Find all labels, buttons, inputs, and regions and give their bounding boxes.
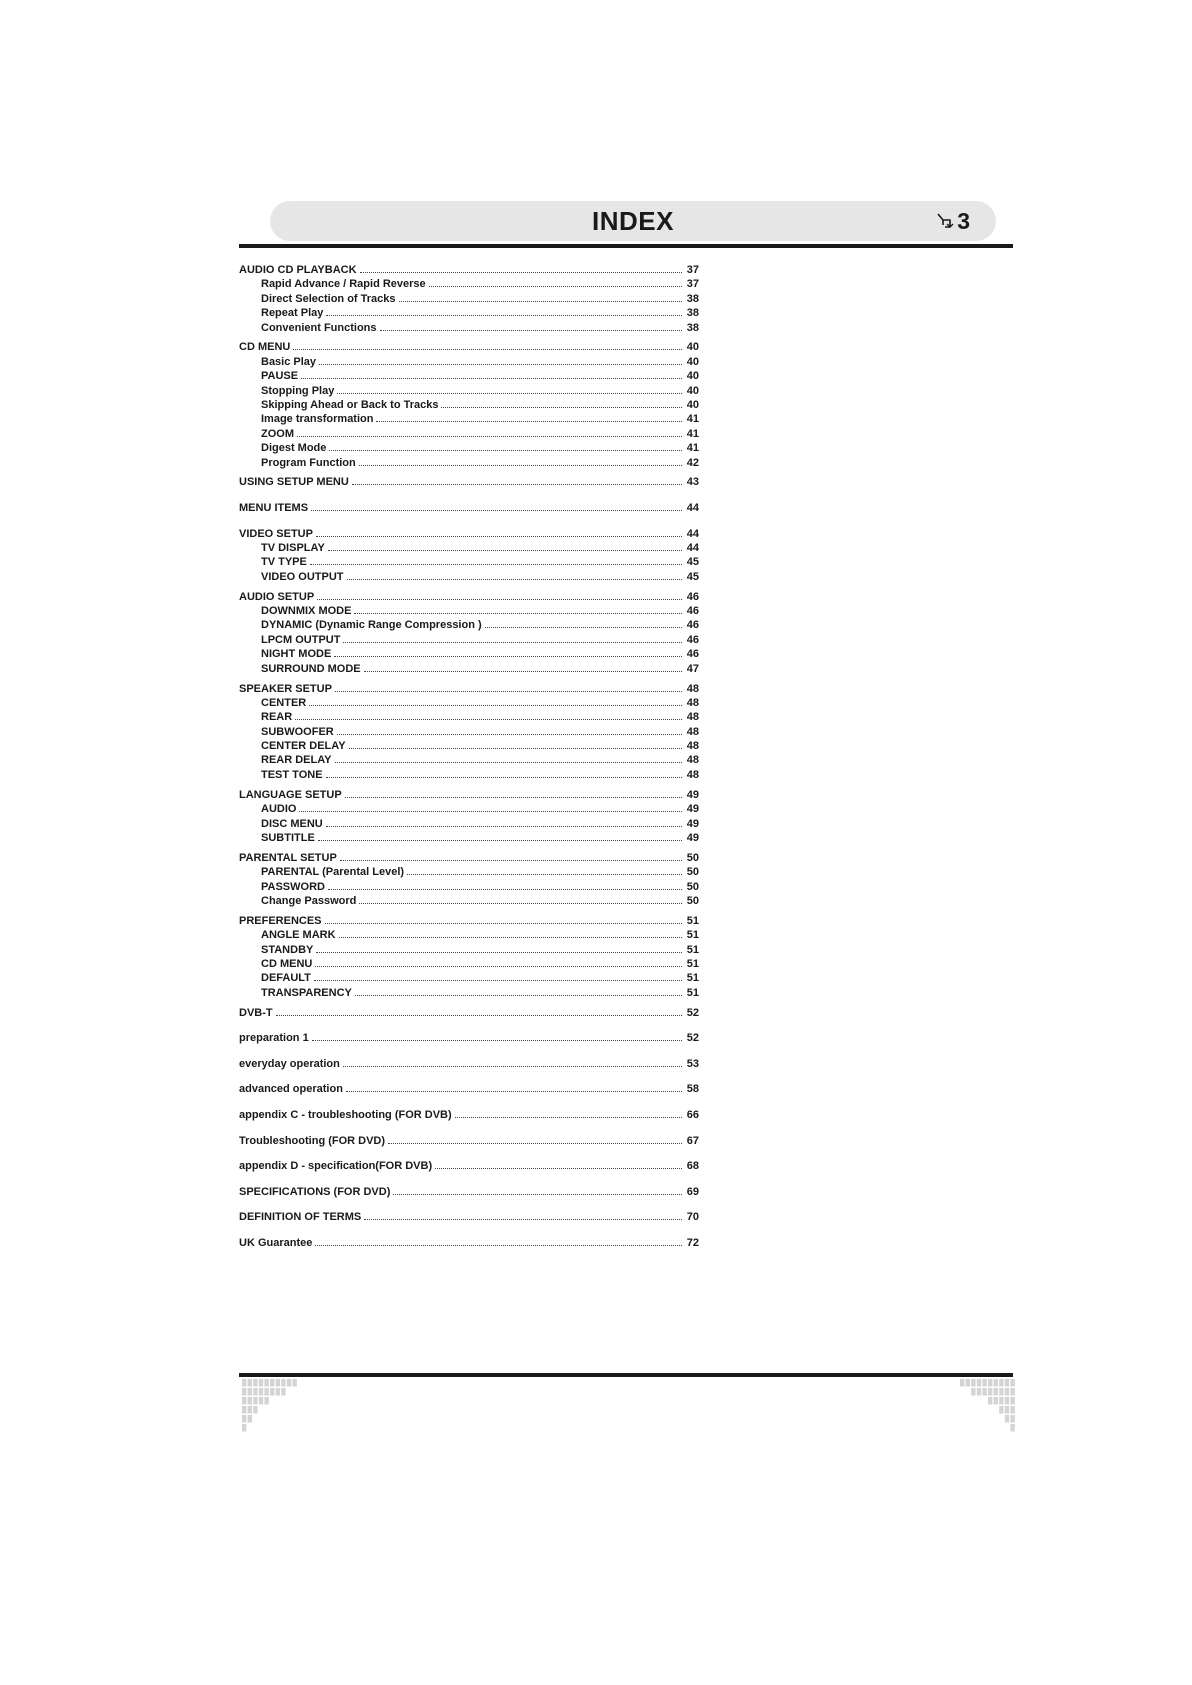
dot-leader: [352, 475, 682, 485]
toc-page-number: 40: [686, 341, 699, 354]
dot-leader: [335, 682, 682, 692]
toc-section-entry: [239, 1057, 699, 1071]
toc-entry-label: AUDIO SETUP: [239, 590, 315, 603]
toc-page-number: 48: [686, 768, 699, 781]
toc-subsection-entry: [239, 427, 699, 441]
toc-subsection-entry: [239, 710, 699, 724]
toc-entry-label: everyday operation: [239, 1057, 340, 1070]
dot-leader: [297, 427, 682, 437]
toc-page-number: 50: [686, 880, 699, 893]
toc-entry-label: Basic Play: [261, 355, 317, 368]
toc-subsection-entry: [239, 831, 699, 845]
toc-section-entry: [239, 1108, 699, 1122]
dot-leader: [337, 384, 682, 394]
toc-page-number: 72: [686, 1236, 699, 1249]
toc-entry-label: MENU ITEMS: [239, 502, 309, 515]
toc-subsection-entry: [239, 412, 699, 426]
dot-grid-decoration-left: [242, 1379, 302, 1435]
dot-leader: [326, 817, 682, 827]
toc-entry-label: PARENTAL SETUP: [239, 851, 337, 864]
dot-leader: [340, 851, 682, 861]
toc-entry-label: SPEAKER SETUP: [239, 682, 332, 695]
toc-page-number: 50: [686, 866, 699, 879]
toc-entry-label: UK Guarantee: [239, 1236, 313, 1249]
dot-leader: [316, 943, 682, 953]
toc-subsection-entry: [239, 384, 699, 398]
toc-section-entry: [239, 1185, 699, 1199]
toc-entry-label: CD MENU: [239, 341, 291, 354]
toc-page-number: 68: [686, 1160, 699, 1173]
dot-leader: [326, 306, 682, 316]
toc-subsection-entry: [239, 321, 699, 335]
page-number-value: 3: [957, 208, 970, 234]
toc-page-number: 52: [686, 1006, 699, 1019]
dot-leader: [276, 1006, 682, 1016]
toc-entry-label: Stopping Play: [261, 384, 335, 397]
toc-page-number: 40: [686, 355, 699, 368]
toc-subsection-entry: [239, 753, 699, 767]
dot-leader: [295, 710, 682, 720]
dot-leader: [345, 788, 682, 798]
toc-entry-label: PREFERENCES: [239, 914, 322, 927]
toc-page-number: 48: [686, 711, 699, 724]
toc-page-number: 44: [686, 527, 699, 540]
toc-subsection-entry: [239, 277, 699, 291]
toc-entry-label: SURROUND MODE: [261, 662, 361, 675]
toc-page-number: 37: [686, 264, 699, 276]
dot-leader: [346, 1082, 682, 1092]
toc-page-number: 41: [686, 427, 699, 440]
toc-page-number: 41: [686, 413, 699, 426]
toc-entry-label: Repeat Play: [261, 307, 324, 320]
toc-page-number: 50: [686, 895, 699, 907]
toc-page-number: 38: [686, 307, 699, 320]
toc-subsection-entry: [239, 398, 699, 412]
toc-entry-label: Skipping Ahead or Back to Tracks: [261, 399, 439, 412]
bottom-rule: [239, 1373, 1013, 1377]
toc-subsection-entry: [239, 865, 699, 879]
toc-entry-label: AUDIO CD PLAYBACK: [239, 264, 357, 276]
dot-leader: [301, 369, 682, 379]
toc-page-number: 48: [686, 754, 699, 767]
toc-entry-label: VIDEO SETUP: [239, 527, 313, 540]
toc-entry-label: advanced operation: [239, 1083, 343, 1096]
toc-subsection-entry: [239, 662, 699, 676]
dot-leader: [319, 355, 682, 365]
toc-entry-label: Digest Mode: [261, 442, 327, 455]
toc-entry-label: PAUSE: [261, 370, 299, 383]
toc-subsection-entry: [239, 604, 699, 618]
toc-page-number: 38: [686, 292, 699, 305]
toc-page-number: 67: [686, 1134, 699, 1147]
toc-subsection-entry: [239, 456, 699, 470]
toc-page-number: 53: [686, 1057, 699, 1070]
toc-page-number: 52: [686, 1032, 699, 1045]
toc-section-entry: [239, 1210, 699, 1224]
dot-grid-decoration-right: [960, 1379, 1020, 1435]
dot-leader: [380, 321, 683, 331]
toc-page-number: 48: [686, 696, 699, 709]
toc-section-entry: [239, 851, 699, 865]
toc-subsection-entry: [239, 618, 699, 632]
dot-leader: [364, 662, 682, 672]
toc-section-entry: [239, 1134, 699, 1148]
toc-entry-label: TV DISPLAY: [261, 542, 325, 555]
toc-entry-label: Convenient Functions: [261, 321, 377, 334]
dot-leader: [339, 928, 682, 938]
toc-page-number: 51: [686, 958, 699, 971]
dot-leader: [317, 590, 682, 600]
toc-page-number: 49: [686, 803, 699, 816]
toc-page-number: 40: [686, 370, 699, 383]
toc-page-number: 50: [686, 851, 699, 864]
toc-entry-label: LANGUAGE SETUP: [239, 788, 342, 801]
toc-entry-label: SPECIFICATIONS (FOR DVD): [239, 1185, 391, 1198]
dot-leader: [314, 971, 682, 981]
toc-section-entry: [239, 1031, 699, 1045]
toc-entry-label: SUBWOOFER: [261, 725, 334, 738]
toc-entry-label: NIGHT MODE: [261, 648, 332, 661]
toc-page-number: 40: [686, 399, 699, 412]
toc-subsection-entry: [239, 555, 699, 569]
dot-leader: [335, 753, 683, 763]
toc-section-entry: [239, 1006, 699, 1020]
toc-section-entry: [239, 527, 699, 541]
toc-page-number: 42: [686, 456, 699, 469]
dot-leader: [347, 570, 682, 580]
toc-subsection-entry: [239, 880, 699, 894]
toc-page-number: 46: [686, 605, 699, 618]
toc-subsection-entry: [239, 292, 699, 306]
dot-leader: [376, 412, 682, 422]
toc-entry-label: STANDBY: [261, 943, 314, 956]
dot-leader: [429, 277, 682, 287]
dot-leader: [364, 1210, 682, 1220]
toc-entry-label: Program Function: [261, 456, 356, 469]
toc-page-number: 43: [686, 476, 699, 489]
toc-page-number: 40: [686, 384, 699, 397]
toc-entry-label: Image transformation: [261, 413, 374, 426]
toc-entry-label: VIDEO OUTPUT: [261, 570, 344, 583]
index-header: [270, 201, 996, 241]
top-rule: [239, 244, 1013, 248]
toc-page-number: 47: [686, 662, 699, 675]
toc-page-number: 48: [686, 725, 699, 738]
toc-entry-label: PASSWORD: [261, 880, 325, 893]
dot-leader: [337, 725, 682, 735]
dot-leader: [309, 696, 682, 706]
toc-section-entry: [239, 475, 699, 489]
toc-subsection-entry: [239, 894, 699, 908]
pointing-hand-icon: [935, 211, 955, 231]
toc-page-number: 51: [686, 986, 699, 999]
toc-entry-label: preparation 1: [239, 1032, 309, 1045]
toc-page-number: 51: [686, 929, 699, 942]
toc-section-entry: [239, 1236, 699, 1250]
toc-page-number: 49: [686, 788, 699, 801]
dot-leader: [343, 1057, 682, 1067]
toc-page-number: 69: [686, 1185, 699, 1198]
toc-page-number: 41: [686, 442, 699, 455]
toc-section-entry: [239, 1082, 699, 1096]
toc-section-entry: [239, 340, 699, 354]
dot-leader: [315, 957, 682, 967]
toc-entry-label: ANGLE MARK: [261, 929, 336, 942]
toc-page-number: 46: [686, 633, 699, 646]
toc-entry-label: SUBTITLE: [261, 831, 315, 844]
toc-entry-label: DVB-T: [239, 1006, 273, 1019]
toc-entry-label: LPCM OUTPUT: [261, 633, 341, 646]
toc-entry-label: appendix D - specification(FOR DVB): [239, 1160, 433, 1173]
toc-subsection-entry: [239, 928, 699, 942]
toc-entry-label: Direct Selection of Tracks: [261, 292, 396, 305]
toc-subsection-entry: [239, 971, 699, 985]
dot-leader: [388, 1134, 682, 1144]
dot-leader: [407, 865, 682, 875]
toc-entry-label: CENTER: [261, 696, 307, 709]
toc-entry-label: CENTER DELAY: [261, 740, 346, 753]
toc-section-entry: [239, 263, 699, 277]
dot-leader: [329, 441, 682, 451]
toc-page-number: 66: [686, 1109, 699, 1122]
toc-entry-label: TV TYPE: [261, 556, 307, 569]
toc-section-entry: [239, 914, 699, 928]
toc-page-number: 49: [686, 817, 699, 830]
toc-subsection-entry: [239, 369, 699, 383]
dot-leader: [312, 1031, 682, 1041]
dot-leader: [325, 914, 682, 924]
dot-leader: [360, 263, 682, 273]
dot-leader: [328, 541, 682, 551]
dot-leader: [349, 739, 682, 749]
toc-subsection-entry: [239, 696, 699, 710]
toc-entry-label: DOWNMIX MODE: [261, 605, 352, 618]
toc-subsection-entry: [239, 633, 699, 647]
toc-subsection-entry: [239, 739, 699, 753]
toc-page-number: 51: [686, 914, 699, 927]
toc-section-entry: [239, 1159, 699, 1173]
toc-page-number: 49: [686, 831, 699, 844]
toc-page-number: 58: [686, 1083, 699, 1096]
toc-entry-label: TEST TONE: [261, 768, 323, 781]
toc-subsection-entry: [239, 355, 699, 369]
toc-entry-label: USING SETUP MENU: [239, 476, 349, 489]
toc-entry-label: REAR: [261, 711, 293, 724]
toc-subsection-entry: [239, 986, 699, 1000]
toc-subsection-entry: [239, 957, 699, 971]
toc-page-number: 44: [686, 502, 699, 515]
dot-leader: [455, 1108, 682, 1118]
toc-subsection-entry: [239, 306, 699, 320]
toc-subsection-entry: [239, 541, 699, 555]
toc-subsection-entry: [239, 817, 699, 831]
toc-page-number: 46: [686, 648, 699, 661]
dot-leader: [334, 647, 682, 657]
toc-subsection-entry: [239, 647, 699, 661]
dot-leader: [343, 633, 682, 643]
toc-subsection-entry: [239, 768, 699, 782]
toc-entry-label: Change Password: [261, 895, 357, 907]
toc-page-number: 46: [686, 590, 699, 603]
toc-entry-label: DYNAMIC (Dynamic Range Compression ): [261, 619, 482, 632]
dot-leader: [326, 768, 682, 778]
dot-leader: [485, 618, 682, 628]
toc-section-entry: [239, 788, 699, 802]
dot-leader: [435, 1159, 682, 1169]
toc-entry-label: appendix C - troubleshooting (FOR DVB): [239, 1109, 452, 1122]
dot-leader: [359, 894, 682, 904]
toc-entry-label: AUDIO: [261, 803, 297, 816]
dot-leader: [328, 880, 682, 890]
toc-entry-label: ZOOM: [261, 427, 294, 440]
table-of-contents: [239, 263, 699, 1250]
toc-page-number: 38: [686, 321, 699, 334]
toc-section-entry: [239, 501, 699, 515]
toc-entry-label: CD MENU: [261, 958, 313, 971]
toc-page-number: 48: [686, 682, 699, 695]
toc-page-number: 45: [686, 556, 699, 569]
toc-section-entry: [239, 590, 699, 604]
page-title: INDEX: [592, 206, 674, 236]
dot-leader: [393, 1185, 682, 1195]
dot-leader: [355, 986, 682, 996]
toc-entry-label: DEFAULT: [261, 972, 311, 985]
toc-entry-label: TRANSPARENCY: [261, 986, 352, 999]
dot-leader: [293, 340, 682, 350]
dot-leader: [318, 831, 682, 841]
dot-leader: [359, 456, 682, 466]
toc-entry-label: DISC MENU: [261, 817, 323, 830]
toc-subsection-entry: [239, 943, 699, 957]
toc-subsection-entry: [239, 570, 699, 584]
toc-subsection-entry: [239, 441, 699, 455]
toc-page-number: 51: [686, 972, 699, 985]
dot-leader: [311, 501, 682, 511]
toc-page-number: 45: [686, 570, 699, 583]
toc-page-number: 44: [686, 542, 699, 555]
dot-leader: [354, 604, 682, 614]
toc-page-number: 51: [686, 943, 699, 956]
toc-subsection-entry: [239, 725, 699, 739]
dot-leader: [441, 398, 682, 408]
page-number: [935, 201, 970, 241]
dot-leader: [315, 1236, 682, 1246]
toc-entry-label: PARENTAL (Parental Level): [261, 866, 405, 879]
dot-leader: [299, 802, 682, 812]
toc-page-number: 48: [686, 740, 699, 753]
dot-leader: [310, 555, 682, 565]
toc-entry-label: DEFINITION OF TERMS: [239, 1211, 362, 1224]
toc-entry-label: Rapid Advance / Rapid Reverse: [261, 278, 426, 291]
toc-page-number: 37: [686, 278, 699, 291]
toc-entry-label: REAR DELAY: [261, 754, 332, 767]
toc-page-number: 70: [686, 1211, 699, 1224]
toc-subsection-entry: [239, 802, 699, 816]
toc-page-number: 46: [686, 619, 699, 632]
dot-leader: [399, 292, 683, 302]
toc-section-entry: [239, 682, 699, 696]
toc-entry-label: Troubleshooting (FOR DVD): [239, 1134, 386, 1147]
dot-leader: [316, 527, 682, 537]
